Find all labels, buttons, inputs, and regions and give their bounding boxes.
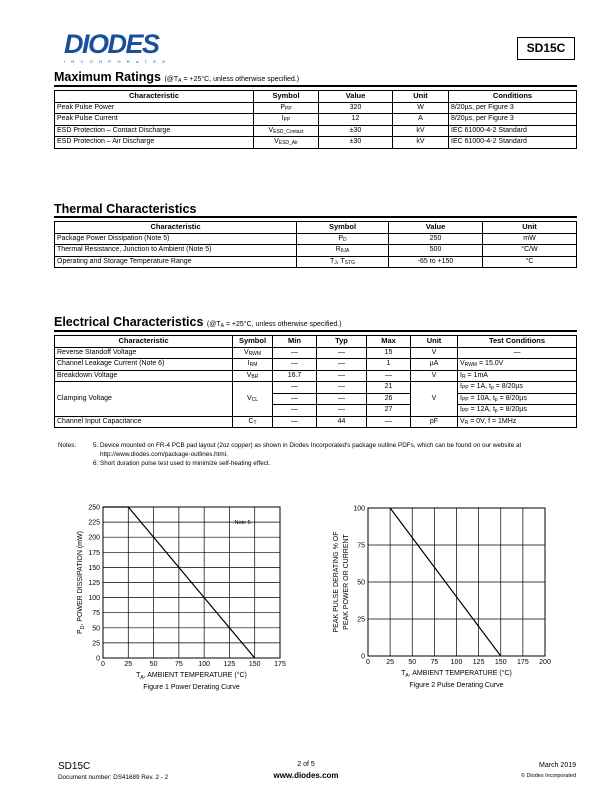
symbol-cell: $P_D$	[297, 233, 389, 245]
table-cell: ESD Protection – Contact Discharge	[55, 125, 254, 137]
table-cell: —	[317, 393, 367, 405]
col-header: Characteristic	[55, 222, 297, 234]
table-cell: Clamping Voltage	[55, 382, 233, 417]
symbol-cell: $R_{\theta JA}$	[297, 245, 389, 257]
col-header: Value	[319, 91, 393, 103]
table-cell: °C	[483, 256, 577, 268]
x-tick-label: 175	[517, 659, 529, 666]
section-subtitle: ($@T_A = +25^\circ C$, unless otherwise specified.)	[206, 321, 342, 329]
table-cell: V	[411, 347, 458, 359]
table-cell: V	[411, 370, 458, 382]
y-tick-label: 75	[357, 542, 365, 550]
x-axis-label: $T_A$, AMBIENT TEMPERATURE (°C)	[401, 670, 512, 679]
col-header: Unit	[393, 91, 449, 103]
table-cell: A	[393, 114, 449, 126]
section-title: Electrical Characteristics	[54, 315, 204, 329]
col-header: Typ	[317, 336, 367, 348]
table-cell: Thermal Resistance, Junction to Ambient (Note 5)	[55, 245, 297, 257]
table-cell: Channel Input Capacitance	[55, 416, 233, 428]
table-cell: IEC 61000-4-2 Standard	[449, 125, 577, 137]
col-header: Characteristic	[55, 336, 233, 348]
table-cell: 1	[367, 359, 411, 371]
table-cell: ±30	[319, 137, 393, 149]
table-cell: —	[458, 347, 577, 359]
notes-label: Notes:	[58, 442, 77, 449]
col-header: Conditions	[449, 91, 577, 103]
y-tick-label: 175	[88, 549, 100, 557]
table-cell: —	[273, 382, 317, 394]
y-axis-label: PEAK POWER OR CURRENT	[343, 534, 350, 630]
conditions-cell: $V_R = 0V$, f = 1MHz	[458, 416, 577, 428]
y-tick-label: 0	[361, 653, 365, 661]
symbol-cell: $I_{RM}$	[233, 359, 273, 371]
section-subtitle: ($@T_A = +25^\circ C$, unless otherwise specified.)	[164, 76, 300, 84]
symbol-cell: $P_{PP}$	[254, 102, 319, 114]
y-tick-label: 25	[92, 640, 100, 648]
y-tick-label: 100	[353, 505, 365, 513]
x-tick-label: 125	[472, 659, 485, 666]
x-tick-label: 0	[101, 661, 105, 668]
col-header: Max	[367, 336, 411, 348]
footer-copyright: © Diodes Incorporated	[520, 773, 576, 779]
symbol-cell: $I_{PP}$	[254, 114, 319, 126]
table-cell: kV	[393, 125, 449, 137]
table-cell: —	[273, 347, 317, 359]
col-header: Symbol	[254, 91, 319, 103]
logo-text: DIODES	[64, 29, 159, 59]
conditions-cell: $I_R = 1mA$	[458, 370, 577, 382]
table-cell: ESD Protection – Air Discharge	[55, 137, 254, 149]
table-cell: µA	[411, 359, 458, 371]
symbol-cell: $V_{CL}$	[233, 382, 273, 417]
table-cell: Reverse Standoff Voltage	[55, 347, 233, 359]
table-cell: Operating and Storage Temperature Range	[55, 256, 297, 268]
table-cell: 26	[367, 393, 411, 405]
table-cell: 12	[319, 114, 393, 126]
thermal-title: Thermal Characteristics	[54, 202, 197, 216]
table-cell: —	[317, 370, 367, 382]
table-cell: 8/20µs, per Figure 3	[449, 102, 577, 114]
table-cell: 8/20µs, per Figure 3	[449, 114, 577, 126]
table-cell: Channel Leakage Current (Note 6)	[55, 359, 233, 371]
figure-caption: Figure 2 Pulse Derating Curve	[409, 682, 504, 689]
table-cell: 500	[389, 245, 483, 257]
col-header: Value	[389, 222, 483, 234]
x-tick-label: 150	[494, 659, 507, 666]
col-header: Unit	[411, 336, 458, 348]
table-cell: 15	[367, 347, 411, 359]
table-cell: —	[367, 416, 411, 428]
x-tick-label: 25	[386, 659, 395, 666]
part-number: SD15C	[517, 37, 575, 60]
x-tick-label: 100	[198, 661, 210, 668]
footer-website[interactable]: www.diodes.com	[273, 771, 339, 780]
table-cell: ±30	[319, 125, 393, 137]
table-cell: —	[317, 382, 367, 394]
table-cell: Package Power Dissipation (Note 5)	[55, 233, 297, 245]
table-cell: —	[273, 416, 317, 428]
y-tick-label: 225	[88, 519, 100, 527]
y-tick-label: 75	[92, 610, 100, 618]
symbol-cell: $V_{BR}$	[233, 370, 273, 382]
conditions-cell: $I_{PP} = 12A$, $t_p = 8/20\mu s$	[458, 405, 577, 417]
y-tick-label: 50	[92, 625, 100, 633]
col-header: Test Conditions	[458, 336, 577, 348]
table-cell: -65 to +150	[389, 256, 483, 268]
logo-subtext: INCORPORATED	[64, 59, 172, 64]
x-axis-label: $T_A$, AMBIENT TEMPERATURE (°C)	[136, 672, 247, 681]
symbol-cell: $V_{RWM}$	[233, 347, 273, 359]
figure-caption: Figure 1 Power Derating Curve	[143, 684, 240, 691]
footer-doc-number: Document number: DS41689 Rev. 2 - 2	[58, 774, 169, 781]
table-cell: Peak Pulse Power	[55, 102, 254, 114]
table-cell: 27	[367, 405, 411, 417]
y-tick-label: 100	[88, 595, 100, 603]
x-tick-label: 150	[248, 661, 261, 668]
section-title: Maximum Ratings	[54, 70, 161, 84]
col-header: Min	[273, 336, 317, 348]
table-cell: 21	[367, 382, 411, 394]
table-cell: 250	[389, 233, 483, 245]
x-tick-label: 75	[174, 661, 183, 668]
col-header: Symbol	[297, 222, 389, 234]
table-cell: 44	[317, 416, 367, 428]
symbol-cell: $T_J$, $T_{STG}$	[297, 256, 389, 268]
conditions-cell: $I_{PP} = 1A$, $t_p = 8/20\mu s$	[458, 382, 577, 394]
table-cell: V	[411, 382, 458, 417]
table-cell: —	[317, 359, 367, 371]
x-tick-label: 50	[408, 659, 417, 666]
symbol-cell: $V_{ESD\_Contact}$	[254, 125, 319, 137]
symbol-cell: $C_T$	[233, 416, 273, 428]
table-cell: Breakdown Voltage	[55, 370, 233, 382]
x-tick-label: 50	[149, 661, 158, 668]
y-axis-label: $P_D$, POWER DISSIPATION (mW)	[77, 531, 86, 634]
footer-date: March 2019	[539, 762, 576, 769]
table-cell: mW	[483, 233, 577, 245]
table-cell: 16.7	[273, 370, 317, 382]
table-cell: —	[273, 393, 317, 405]
note-5: 5. Device mounted on FR-4 PCB pad layout (2oz copper) as shown in Diodes Incorporated's package outline PDFs, which can be found on our website at	[93, 442, 522, 449]
y-tick-label: 250	[88, 504, 100, 512]
conditions-cell: $I_{PP} = 10A$, $t_p = 8/20\mu s$	[458, 393, 577, 405]
table-cell: —	[317, 405, 367, 417]
y-tick-label: 200	[88, 534, 100, 542]
y-tick-label: 0	[96, 655, 100, 663]
table-cell: Peak Pulse Current	[55, 114, 254, 126]
x-tick-label: 0	[366, 659, 370, 666]
x-tick-label: 100	[450, 659, 463, 666]
y-tick-label: 150	[88, 564, 100, 572]
chart-annotation: Note 5	[234, 520, 251, 527]
footer-part: SD15C	[58, 761, 91, 772]
table-cell: kV	[393, 137, 449, 149]
footer-page: 2 of 5	[297, 761, 315, 768]
table-cell: —	[367, 370, 411, 382]
note-6: 6. Short duration pulse test used to minimize self-heating effect.	[93, 460, 271, 467]
col-header: Unit	[483, 222, 577, 234]
table-cell: 320	[319, 102, 393, 114]
y-axis-label: PEAK PULSE DERATING % OF	[333, 531, 340, 633]
table-cell: —	[273, 359, 317, 371]
table-cell: —	[273, 405, 317, 417]
x-tick-label: 125	[223, 661, 236, 668]
table-cell: °C/W	[483, 245, 577, 257]
col-header: Characteristic	[55, 91, 254, 103]
y-tick-label: 25	[357, 616, 365, 624]
table-cell: W	[393, 102, 449, 114]
symbol-cell: $V_{ESD\_Air}$	[254, 137, 319, 149]
table-cell: —	[317, 347, 367, 359]
x-tick-label: 75	[430, 659, 439, 666]
note-5-link[interactable]: http://www.diodes.com/package-outlines.html.	[100, 451, 228, 458]
x-tick-label: 25	[124, 661, 133, 668]
y-tick-label: 50	[357, 579, 365, 587]
col-header: Symbol	[233, 336, 273, 348]
x-tick-label: 175	[274, 661, 286, 668]
y-tick-label: 125	[88, 580, 100, 587]
table-cell: pF	[411, 416, 458, 428]
x-tick-label: 200	[539, 659, 551, 666]
table-cell: IEC 61000-4-2 Standard	[449, 137, 577, 149]
conditions-cell: $V_{RWM} = 15.0V$	[458, 359, 577, 371]
